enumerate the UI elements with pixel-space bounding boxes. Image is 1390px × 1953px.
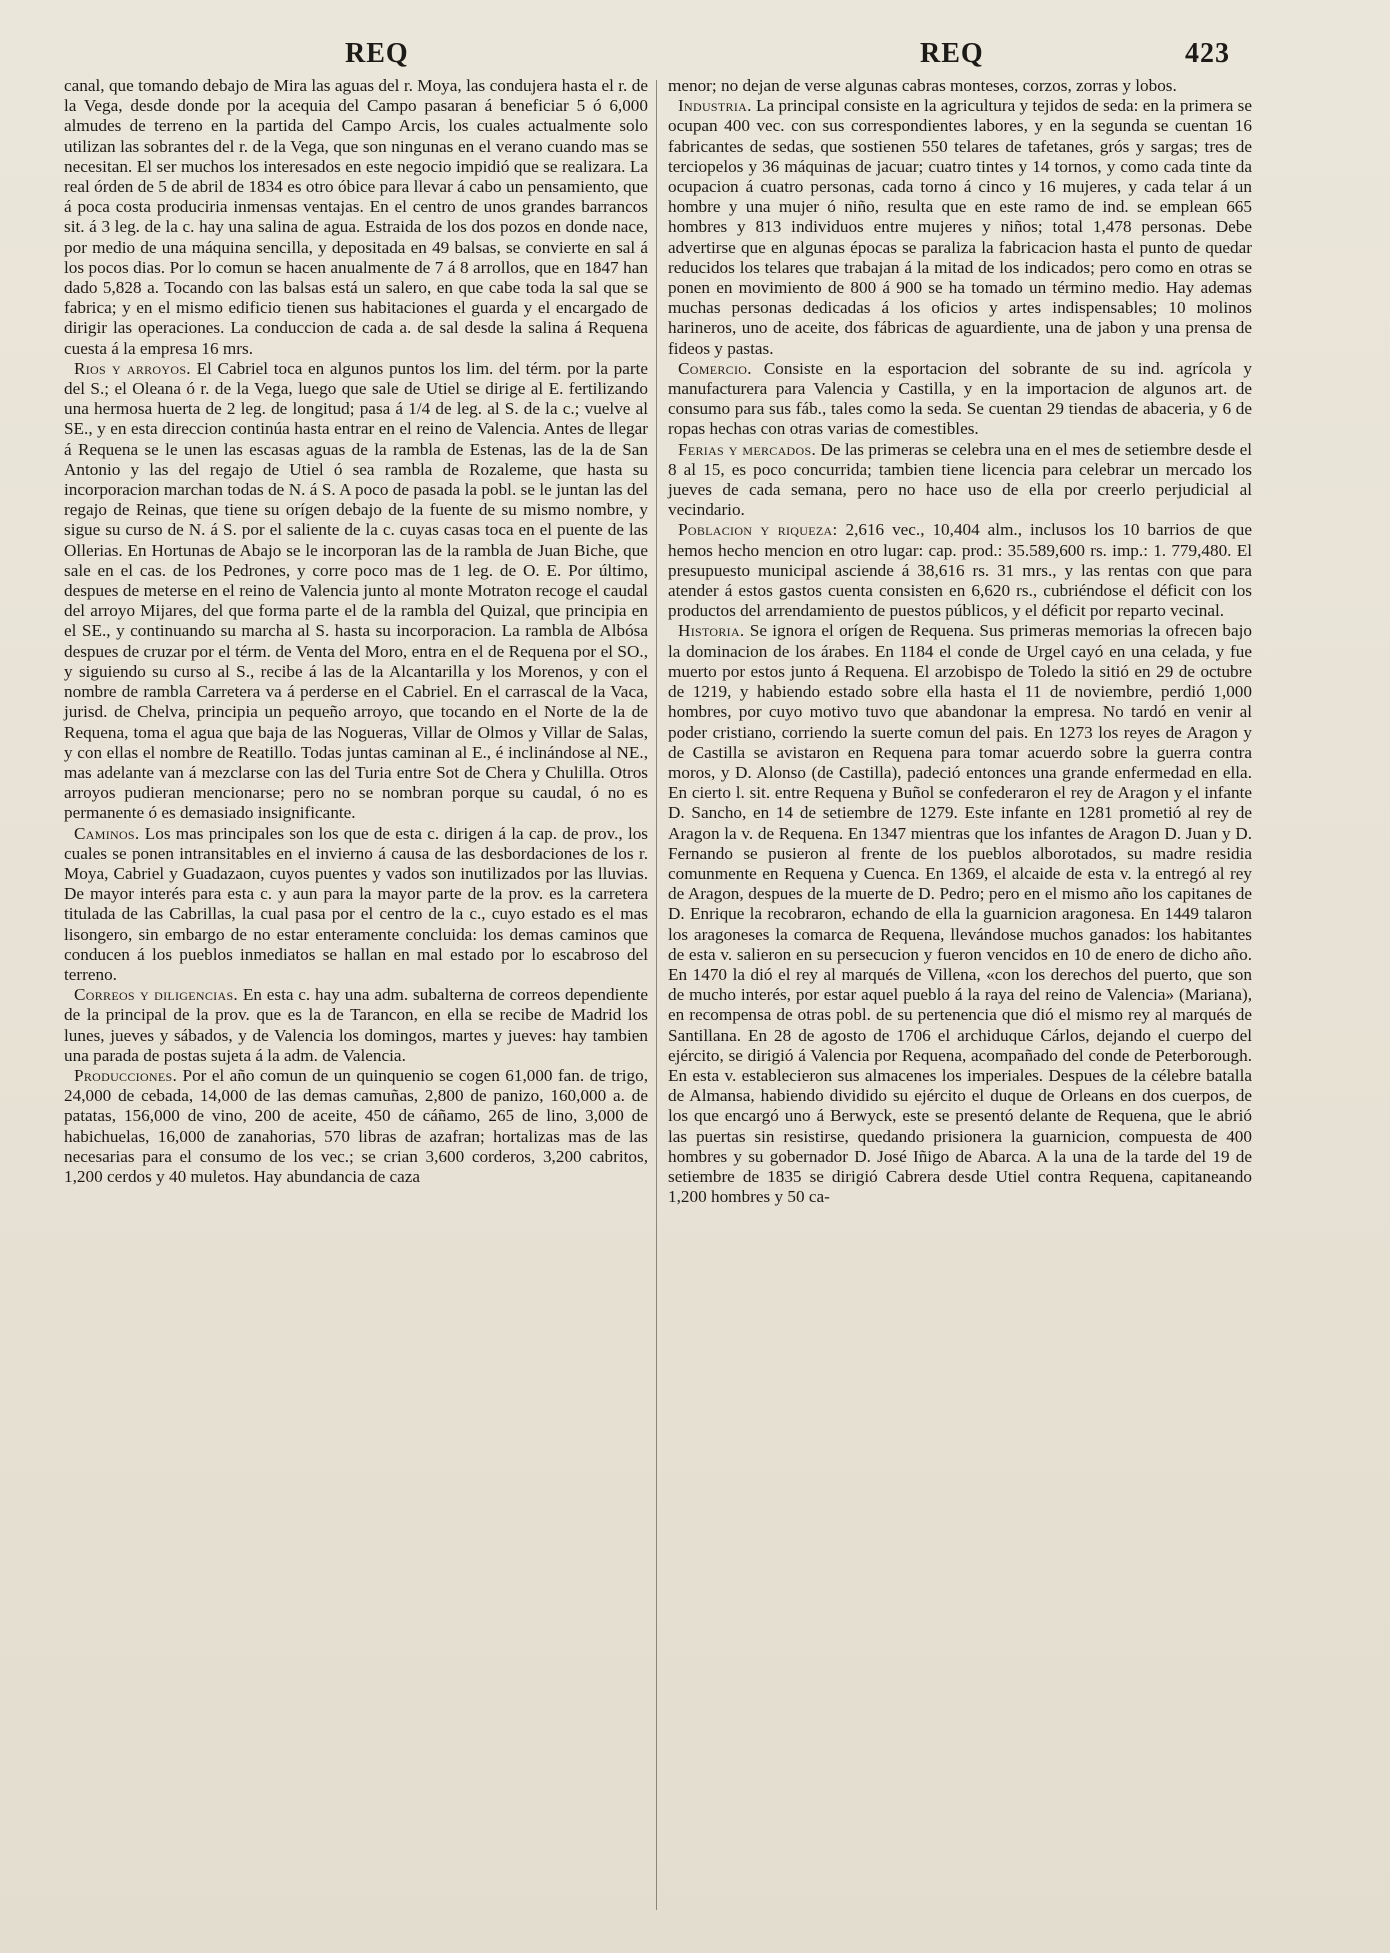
running-head-right: REQ bbox=[920, 38, 984, 69]
left-column bbox=[64, 76, 648, 1187]
section-heading: Rios y arroyos. bbox=[74, 358, 191, 378]
section-heading: Caminos. bbox=[74, 823, 140, 843]
section-comercio bbox=[668, 359, 1252, 440]
section-heading: Correos y diligencias. bbox=[74, 985, 239, 1005]
section-heading: Industria. bbox=[678, 96, 752, 116]
section-text: Consiste en la esportacion del sobrante de su ind. agrícola y manufacturera para Valencia y Castilla, y en la importacion de algunos art. de consumo para sus fáb., tales como la seda. Se cuentan 29 tiendas de abaceria, y 6 de ropas hechas con otras varias de comestibles. bbox=[668, 358, 1252, 439]
section-heading: Ferias y mercados. bbox=[678, 439, 817, 459]
paragraph bbox=[64, 76, 648, 359]
column-divider bbox=[656, 80, 657, 1910]
section-heading: Historia. bbox=[678, 621, 745, 641]
paragraph-text: canal, que tomando debajo de Mira las aguas del r. Moya, las condujera hasta el r. de la Vega, desde donde por la acequia del Campo pasaran á beneficiar 5 ó 6,000 almudes de terreno en la partida del Campo Arcis, los cuales actualmente solo utilizan las sobrantes del r. de la Vega, que son ningunas en el verano cuando mas se necesitan. El ser muchos los interesados en este negocio impidió que se realizara. La real órden de 5 de abril de 1834 es otro óbice para llevar á cabo un pensamiento, que á poca costa produciria inmensas ventajas. En el centro de unos grandes barrancos sit. á 3 leg. de la c. hay una salina de agua. Estraida de los dos pozos en donde nace, por medio de una máquina sencilla, y depositada en 49 balsas, se convierte en sal á los pocos dias. Por lo comun se hacen anualmente de 7 á 8 arrollos, que en 1847 han dado 5,828 a. Tocando con las balsas está un salero, en que cabe toda la sal que se fabrica; y en el mismo edificio tienen sus habitaciones el guarda y el encargado de dirigir las operaciones. La conduccion de cada a. de sal desde la salina á Requena cuesta á la empresa 16 mrs. bbox=[64, 76, 648, 358]
section-text: Por el año comun de un quinquenio se cogen 61,000 fan. de trigo, 24,000 de cebada, 14,000 de las demas camuñas, 2,800 de panizo, 160,000 a. de patatas, 156,000 de vino, 200 de aceite, 450 de cáñamo, 265 de lino, 3,000 de habichuelas, 16,000 de zanahorias, 570 libras de azafran; hortalizas mas de las necesarias para el consumo de los vec.; se crian 3,600 corderos, 3,200 cabritos, 1,200 cerdos y 40 muletos. Hay abundancia de caza bbox=[64, 1065, 649, 1186]
paragraph-text: menor; no dejan de verse algunas cabras monteses, corzos, zorras y lobos. bbox=[668, 76, 1177, 95]
section-industria bbox=[668, 96, 1252, 359]
section-correos-y-diligencias bbox=[64, 985, 648, 1066]
section-heading: Producciones. bbox=[74, 1065, 178, 1085]
section-historia bbox=[668, 621, 1252, 1207]
running-head-left: REQ bbox=[345, 38, 409, 69]
section-text: Los mas principales son los que de esta c. dirigen á la cap. de prov., los cuales se ponen intransitables en el invierno á causa de las desbordaciones de los r. Moya, Cabriel y Guadazaon, cuyos puentes y vados son inutilizados por las lluvias. De mayor interés para esta c. y aun para la mayor parte de la prov. es la carretera titulada de las Cabrillas, la cual pasa por el centro de la c., cuyo estado es el mas lisongero, sin embargo de no estar enteramente concluida: los demas caminos que conducen á los pueblos inmediatos se hallan en mal estado por lo escabroso del terreno. bbox=[64, 823, 649, 984]
page-header bbox=[0, 38, 1390, 78]
section-caminos bbox=[64, 824, 648, 986]
section-ferias-y-mercados bbox=[668, 440, 1252, 521]
section-producciones bbox=[64, 1066, 648, 1187]
paragraph bbox=[668, 76, 1252, 96]
section-text: En esta c. hay una adm. subalterna de correos dependiente de la principal de la prov. que es la de Tarancon, en ella se recibe de Madrid los lunes, jueves y sábados, y de Valencia los domingos, martes y jueves: hay tambien una parada de postas sujeta á la adm. de Valencia. bbox=[64, 985, 648, 1065]
section-text: El Cabriel toca en algunos puntos los lim. del térm. por la parte del S.; el Oleana ó r. de la Vega, luego que sale de Utiel se dirige al E. fertilizando una hermosa huerta de 2 leg. de longitud; pasa á 1/4 de leg. al S. de la c.; vuelve al SE., y en esta direccion continúa hasta entrar en el reino de Valencia. Antes de llegar á Requena se le unen las escasas aguas de la rambla de Estenas, las de la de San Antonio y las del regajo de Utiel ó sea rambla de Rozaleme, que hasta su incorporacion marchan todas de N. á S. A poco de pasada la pobl. se le juntan las del regajo de Reinas, que tiene su orígen debajo de la fuente de su mismo nombre, y sigue su curso de N. á S. por el saliente de la c. cuyas casas toca en el puente de las Ollerias. En Hortunas de Abajo se le incorporan las de la rambla de Juan Biche, que sale en el cas. de los Pedrones, y corre poco mas de 1 leg. de O. E. Por último, despues de meterse en el reino de Valencia junto al monte Motraton recoge el caudal del arroyo Mijares, del que forma parte el de la rambla del Quizal, que principia en el SE., y continuando su marcha al S. hasta su incorporacion. La rambla de Albósa despues de cruzar por el térm. de Venta del Moro, entra en el de Requena por el SO., y siguiendo su curso al S., recibe á las de la Alcantarilla y los Morenos, y con el nombre de rambla Carretera va á perderse en el Cabriel. En el carrascal de la Vaca, jurisd. de Chelva, principia un pequeño arroyo, que tocando en el Norte de la de Requena, toma el agua que baja de las Nogueras, Villar de Olmos y Villar de Salas, y con ellas el nombre de Reatillo. Todas juntas caminan al E., é inclinándose al NE., mas adelante van á mezclarse con las del Turia entre Sot de Chera y Chulilla. Otros arroyos pudieran mencionarse; pero no se nombran porque su caudal, ó no es permanente ó es demasiado insignificante. bbox=[64, 358, 649, 823]
section-heading: Poblacion y riqueza: bbox=[678, 520, 838, 540]
section-rios-y-arroyos bbox=[64, 359, 648, 824]
right-column bbox=[668, 76, 1252, 1207]
section-heading: Comercio. bbox=[678, 358, 752, 378]
section-text: La principal consiste en la agricultura y tejidos de seda: en la primera se ocupan 400 vec. con sus correspondientes labores, y en la segunda se cuentan 16 fabricantes de sedas, que sostienen 550 telares de tafetanes, grós y sargas; tres de terciopelos y 36 máquinas de jacuar; cuatro tintes y 14 tornos, y como cada tinte da ocupacion á cuatro personas, cada torno á cinco y 16 mujeres, y cada telar á un hombre y una mujer ó niño, resulta que en este ramo de ind. se emplean 665 hombres y 813 individuos entre mujeres y niños; total 1,478 personas. Debe advertirse que en algunas épocas se paraliza la fabricacion hasta el punto de quedar reducidos los telares que trabajan á la mitad de los indicados; pero como en otras se ponen en movimiento de 800 á 900 se ha tomado un término medio. Hay ademas muchas personas dedicadas á los oficios y artes indispensables; 10 molinos harineros, uno de aceite, dos fábricas de aguardiente, una de jabon y una prensa de fideos y pastas. bbox=[668, 96, 1252, 358]
section-text: Se ignora el orígen de Requena. Sus primeras memorias la ofrecen bajo la dominacion de los árabes. En 1184 el conde de Urgel cayó en una celada, y fue muerto por estos junto á Requena. El arzobispo de Toledo la sitió en 29 de octubre de 1219, y habiendo estado sobre ella hasta el 11 de noviembre, perdió 1,000 hombres, por cuyo motivo tuvo que abandonar la empresa. No tardó en venir al poder cristiano, corriendo la suerte comun del pais. En 1273 los reyes de Aragon y de Castilla se avistaron en Requena para tomar acuerdo sobre la guerra contra moros, y D. Alonso (de Castilla), padeció entonces una grande enfermedad en ella. En cierto l. sit. entre Requena y Buñol se confederaron el rey de Aragon y el infante D. Sancho, en 14 de setiembre de 1279. Este infante en 1281 prometió al rey de Aragon la v. de Requena. En 1347 mientras que los infantes de Aragon D. Juan y D. Fernando se pusieron al frente de los pueblos alborotados, su madre residia comunmente en Requena y Cuenca. En 1369, el alcaide de esta v. la entregó al rey de Aragon, despues de la muerte de D. Pedro; pero en el mismo año los capitanes de D. Enrique la recobraron, echando de ella la guarnicion aragonesa. En 1449 talaron los aragoneses la comarca de Requena, llevándose muchos ganados: los habitantes de esta v. salieron en su persecucion y fueron vencidos en 10 de enero de dicho año. En 1470 la dió el rey al marqués de Villena, «con los derechos del puerto, que son de mucho interés, por estar aquel pueblo á la raya del reino de Valencia» (Mariana), en recompensa de otras pobl. de su pertenencia que dió el mismo rey al marqués de Santillana. En 28 de agosto de 1706 el archiduque Cárlos, dejando el cuerpo del ejército, se dirigió á Valencia por Requena, acompañado del conde de Peterborough. En esta v. establecieron sus almacenes los imperiales. Despues de la célebre batalla de Almansa, habiendo dividido su ejército el duque de Orleans en dos cuerpos, de los que encargó uno á Berwyck, este se presentó delante de Requena, que le abrió las puertas sin resistirse, quedando prisionera la guarnicion, compuesta de 400 hombres y su gobernador D. José Iñigo de Abarca. A la una de la tarde del 19 de setiembre de 1835 se dirigió Cabrera desde Utiel contra Requena, capitaneando 1,200 hombres y 50 ca- bbox=[668, 621, 1252, 1207]
section-text: 2,616 vec., 10,404 alm., inclusos los 10 barrios de que hemos hecho mencion en otro lugar: cap. prod.: 35.589,600 rs. imp.: 1. 779,480. El presupuesto municipal asciende á 38,616 rs. 31 mrs., y las rentas con que para atender á estos gastos cuenta consisten en 6,620 rs., cubriéndose el déficit con los productos del arrendamiento de puestos públicos, y el déficit por reparto vecinal. bbox=[668, 520, 1252, 621]
section-poblacion-y-riqueza bbox=[668, 520, 1252, 621]
section-text: De las primeras se celebra una en el mes de setiembre desde el 8 al 15, es poco concurrida; tambien tiene licencia para celebrar un mercado los jueves de cada semana, pero no hace uso de ella por creerlo perjudicial al vecindario. bbox=[668, 439, 1253, 520]
page-number: 423 bbox=[1185, 38, 1230, 69]
